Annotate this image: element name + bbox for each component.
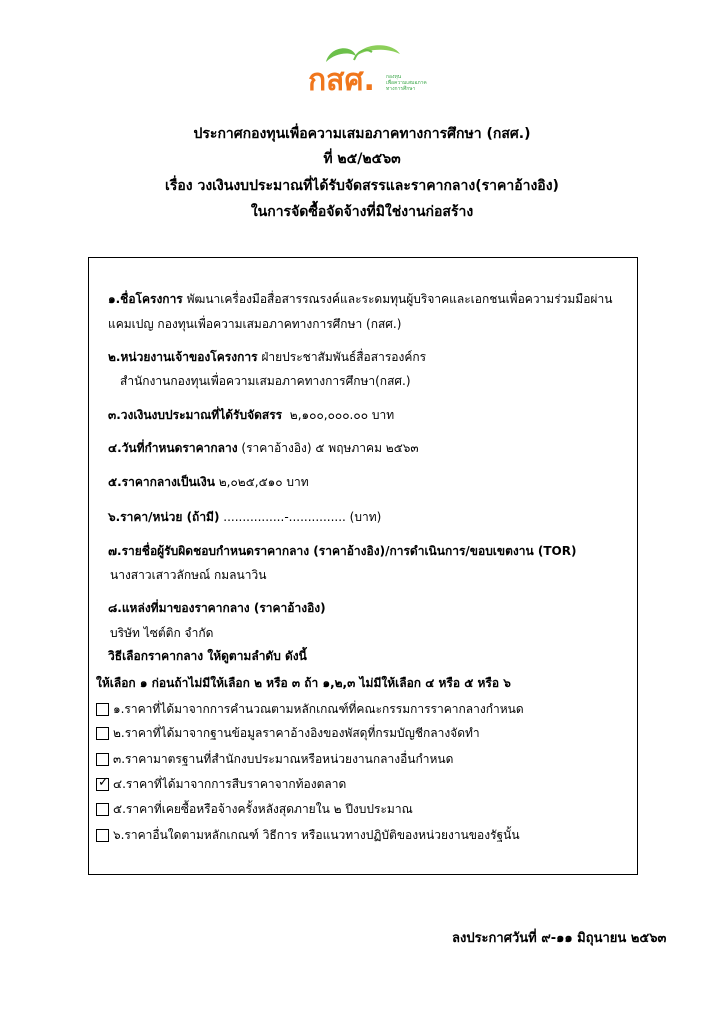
agency-value: ฝ่ายประชาสัมพันธ์สื่อสารองค์กร [261,350,427,364]
responsible-value: นางสาวเสาวลักษณ์ กมลนาวิน [110,568,267,582]
unit-price-value: ................-............... (บาท) [223,510,382,524]
method-rule: ให้เลือก ๑ ก่อนถ้าไม่มีให้เลือก ๒ หรือ ๓ ถ้า ๑,๒,๓ ไม่มีให้เลือก ๔ หรือ ๕ หรือ ๖ [96,676,511,690]
responsible-label: ๗.รายชื่อผู้รับผิดชอบกำหนดราคากลาง (ราคาอ้างอิง)/การดำเนินการ/ขอบเขตงาน (TOR) [108,544,577,558]
project-label: ๑.ชื่อโครงการ [108,292,183,306]
date-label: ๔.วันที่กำหนดราคากลาง [108,441,238,455]
method-title: วิธีเลือกราคากลาง ให้ดูตามลำดับ ดังนี้ [108,649,307,663]
agency-label: ๒.หน่วยงานเจ้าของโครงการ [108,350,258,364]
agency-line [108,349,426,365]
option-label-6: ๖.ราคาอื่นใดตามหลักเกณฑ์ วิธีการ หรือแนวทางปฏิบัติของหน่วยงานของรัฐนั้น [113,828,520,842]
project-value: พัฒนาเครื่องมือสื่อสารรณรงค์และระดมทุนผู้บริจาคและเอกชนเพื่อความร่วมมือผ่าน [186,292,613,306]
logo-leaf-left [326,48,356,62]
budget-value: ๒,๑๐๐,๐๐๐.๐๐ บาท [289,408,395,422]
announce-date: ลงประกาศวันที่ ๙-๑๑ มิถุนายน ๒๕๖๓ [452,931,667,946]
price-value: ๒,๐๒๕,๕๑๐ บาท [218,475,309,489]
announcement-subject-2: ในการจัดซื้อจัดจ้างที่มิใช่งานก่อสร้าง [250,204,474,220]
price-line [108,474,309,490]
project-line [108,291,612,307]
option-label-5: ๕.ราคาที่เคยซื้อหรือจ้างครั้งหลังสุดภายใน ๒ ปีงบประมาณ [113,802,413,816]
project-value-2: แคมเปญ กองทุนเพื่อความเสมอภาคทางการศึกษา (กสศ.) [108,317,402,331]
announcement-subject: เรื่อง วงเงินงบประมาณที่ได้รับจัดสรรและราคากลาง(ราคาอ้างอิง) [165,178,559,194]
logo-subtext-2: เพื่อความเสมอภาค [386,80,427,86]
option-checkbox-6[interactable] [96,829,109,842]
option-label-4: ๔.ราคาที่ได้มาจากการสืบราคาจากท้องตลาด [113,777,347,791]
agency-value-2: สำนักงานกองทุนเพื่อความเสมอภาคทางการศึกษา(กสศ.) [120,374,411,388]
option-label-2: ๒.ราคาที่ได้มาจากฐานข้อมูลราคาอ้างอิงของพัสดุที่กรมบัญชีกลางจัดทำ [113,726,480,740]
budget-label: ๓.วงเงินงบประมาณที่ได้รับจัดสรร [108,408,283,422]
logo-subtext-3: ทางการศึกษา [386,86,416,92]
date-line [108,440,419,456]
price-label: ๕.ราคากลางเป็นเงิน [108,475,215,489]
logo-mark [306,40,427,98]
budget-line [108,407,394,423]
source-value: บริษัท ไซต์ติก จำกัด [110,626,214,640]
date-value: (ราคาอ้างอิง) ๕ พฤษภาคม ๒๕๖๓ [241,441,419,455]
logo-wordmark: กสศ. [308,63,375,98]
source-label: ๘.แหล่งที่มาของราคากลาง (ราคาอ้างอิง) [108,601,326,615]
announcement-title: ประกาศกองทุนเพื่อความเสมอภาคทางการศึกษา (กสศ.) [193,126,531,142]
option-label-1: ๑.ราคาที่ได้มาจากการคำนวณตามหลักเกณฑ์ที่คณะกรรมการราคากลางกำหนด [113,702,524,716]
logo-subtext-1: กองทุน [386,74,402,80]
unit-price-label: ๖.ราคา/หน่วย (ถ้ามี) [108,510,220,524]
option-checkbox-4[interactable] [96,775,109,791]
option-checkbox-1[interactable] [96,703,109,716]
announcement-number: ที่ ๒๕/๒๕๖๓ [323,151,401,167]
option-checkbox-2[interactable] [96,727,109,740]
kss-logo [306,40,427,98]
unit-price-line [108,509,381,525]
option-label-3: ๓.ราคามาตรฐานที่สำนักงบประมาณหรือหน่วยงานกลางอื่นกำหนด [113,752,454,766]
option-checkbox-5[interactable] [96,803,109,816]
option-checkbox-3[interactable] [96,753,109,766]
checkmark-icon: ✓ [98,775,109,790]
